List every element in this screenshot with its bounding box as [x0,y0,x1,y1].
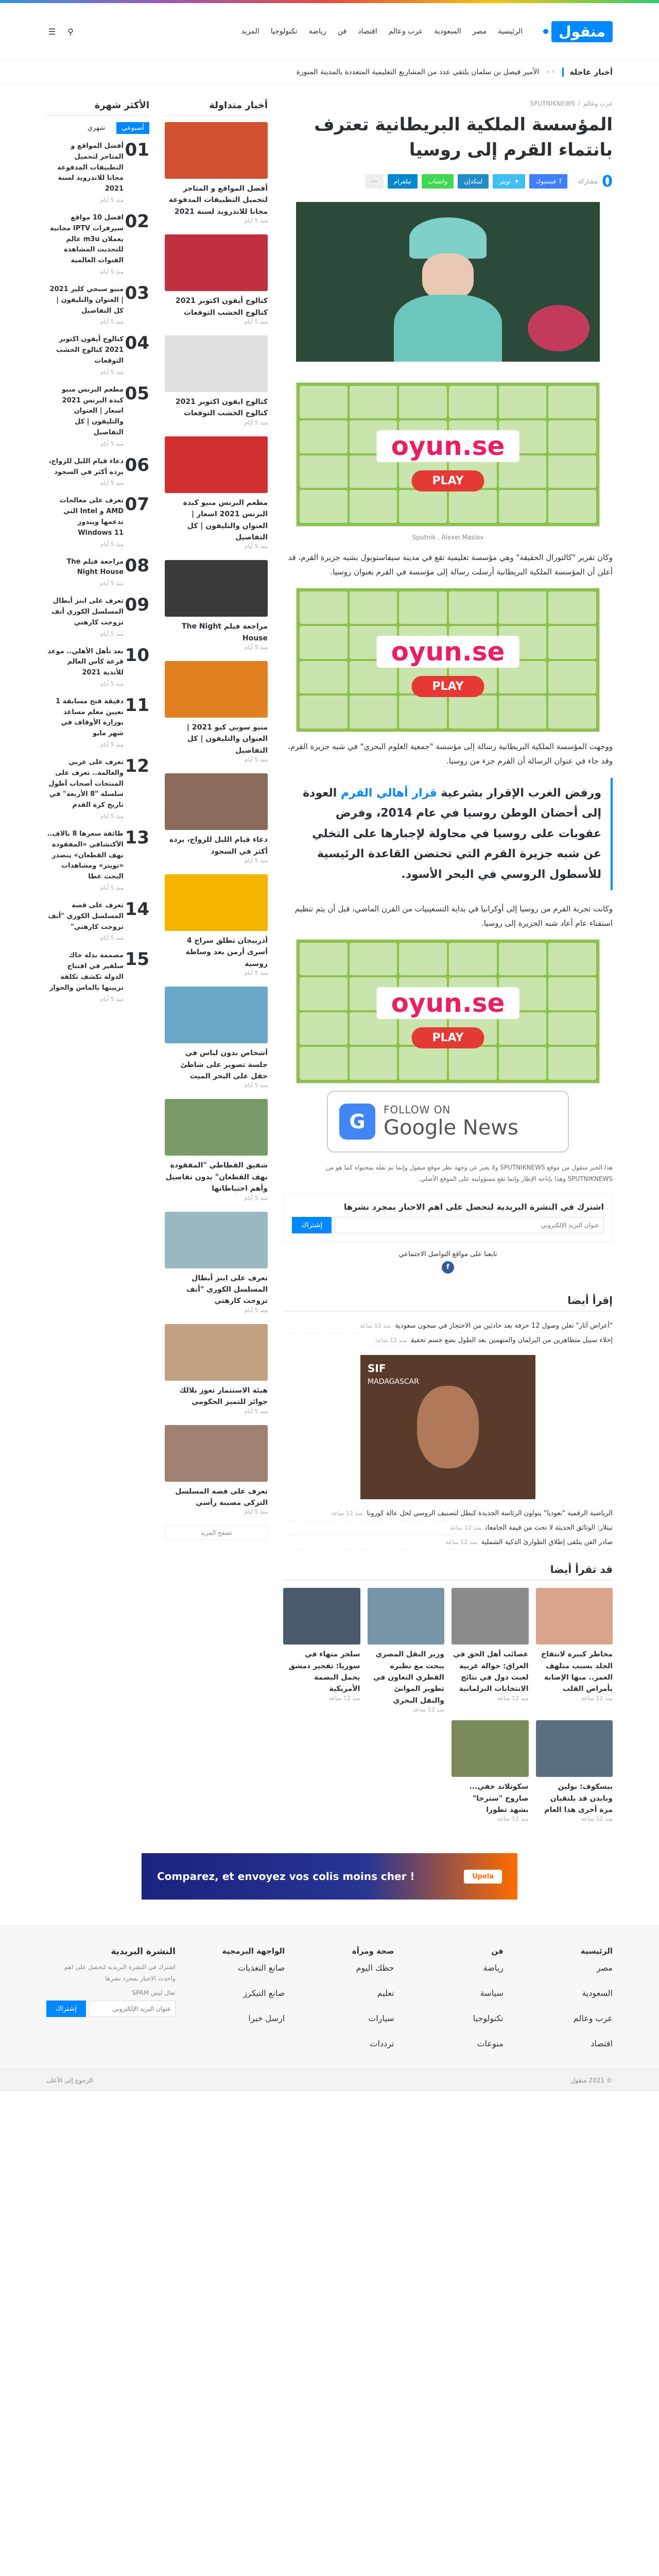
breadcrumb-item[interactable]: SPUTNIKNEWS [530,100,575,107]
share-more-button[interactable]: ⋯ [365,174,384,189]
footer-link[interactable]: فن [491,1946,504,1956]
trending-item[interactable] [165,1324,268,1415]
popular-rank: 03 [125,282,149,303]
trending-title[interactable]: تعرف على قصة المسلسل التركي مصيبة رأسي [175,1487,268,1507]
read-also-item[interactable] [283,1319,613,1333]
trending-item[interactable] [165,335,268,426]
breaking-arrows [546,68,554,76]
trending-thumbnail[interactable] [165,1099,268,1156]
popular-title[interactable]: أفضل المواقع و المتاجر لتحميل التطبيقات المدفوعة مجانا للاندرويد لسنة 2021 [57,142,124,193]
share-telegram-button[interactable]: تيلقرام [388,174,418,189]
popular-title[interactable]: تعرف على قصة المسلسل الكوري "أنف تزوجت كارهتي" [48,902,124,931]
popular-item[interactable] [46,334,149,375]
ad-play-button[interactable]: PLAY [412,1027,484,1048]
trending-more-link[interactable]: تصفح المزيد [165,1526,268,1540]
related-cards [283,1588,613,1822]
popular-rank: 15 [125,949,149,970]
article-paragraph: وكان تقرير "كالتورال الحقيقة" وهي مؤسسة تعليمية تقع في مدينة سيفاستوبول بشبه جزيرة القرم، قد أعلن أن المؤسسة الملكية البريطانية أرسلت رسالة إلى مؤسسة في القرم بعنوان روسيا. [288,552,613,577]
card-title[interactable]: بيسكوف: بولين وبايدن قد يلتقيان مرة أخرى هذا العام [544,1783,613,1814]
trending-date: منذ 5 أيام [244,970,268,977]
trending-date: منذ 5 أيام [244,217,268,225]
popular-body [46,213,124,275]
popular-item[interactable] [46,557,149,587]
trending-title[interactable]: مطعم البرنس منيو كبدة البرنس 2021 اسعار | العنوان والتليفون | كل التفاصيل [183,498,268,541]
trending-item[interactable] [165,874,268,976]
popular-title[interactable]: بعد تأهل الأهلي.. موعد قرعة كأس العالم للأندية 2021 [47,647,124,677]
popular-body [46,596,124,637]
trending-date: منذ 5 أيام [244,1408,268,1415]
search-icon[interactable]: ⚲ [67,26,74,37]
logo-dot-icon [543,29,548,34]
copyright-bar [0,2069,659,2091]
read-also-item[interactable] [283,1506,613,1521]
popular-body [46,385,124,447]
card-thumbnail[interactable] [368,1588,445,1645]
newsletter-title: اشترك في النشرة البريدية لتحصل على اهم الاخبار بمجرد نشرها [343,1202,604,1212]
footer-link[interactable]: صانع التغذيات [238,1963,285,1973]
popular-title[interactable]: طائفة سعرها 8 بالاف.. الأكتشافي «المفقودة نهف القطعان» يتصدر «تويتر» ومشاهدات البحث غطا [47,830,124,881]
read-also-title[interactable]: صادر الفن يتلقى إطلاق الطوارئ الذكية الشملية [481,1538,613,1547]
trending-date: منذ 5 أيام [244,1509,268,1516]
breadcrumb-item[interactable]: عرب وعالم [583,100,613,107]
header-tools [46,26,76,37]
share-facebook-button[interactable]: f فيسبوك [529,174,567,189]
banner-message: Comparez, et envoyez vos colis moins cher ! [157,1870,415,1883]
popular-body [46,557,124,587]
ad-subtitle: MADAGASCAR [368,1378,419,1386]
popular-rank: 11 [125,694,149,716]
card-title[interactable]: وزير النقل المصري يبحث مع نظيره القطري التعاون في تطوير الموانئ والنقل البحري [373,1650,444,1705]
trending-thumbnail[interactable] [165,987,268,1043]
popular-body [46,697,124,748]
popular-body [46,647,124,687]
footer-email-input[interactable] [89,2001,176,2017]
nav-item[interactable]: مصر [472,27,487,36]
chevron-left-icon[interactable]: ‹ [546,68,549,76]
popular-rank: 07 [125,494,149,515]
card-thumbnail[interactable] [536,1588,613,1645]
footer-link[interactable]: منوعات [477,2039,504,2049]
trending-item[interactable] [165,1099,268,1201]
nav-item[interactable]: فن [337,27,347,36]
footer-newsletter-desc: اشترك في النشرة البريدية لتحصل على اهم واحدث الاخبار بمجرد نشرها [64,1963,176,1982]
footer-link[interactable]: الرئيسية [580,1946,613,1956]
read-also-title[interactable]: تيتلار: الوثائق الحديثة لا تحث من قيمة الجامعات [485,1524,613,1532]
footer-column [414,1946,503,2048]
popular-item[interactable] [46,951,149,1002]
footer-link[interactable]: اقتصاد [591,2039,613,2049]
follow-note: تابعنا على مواقع التواصل الاجتماعي [398,1250,497,1259]
main-nav [241,27,523,36]
ad-box[interactable] [296,382,600,527]
popular-body [46,456,124,487]
ad-play-button[interactable]: PLAY [412,470,484,492]
trending-thumbnail[interactable] [165,773,268,830]
card-title[interactable]: سلجر منهاء في سوريا: تفجير دمشق يحمل البصمة الأمريكية [288,1650,360,1693]
ad-title: SIF [368,1362,386,1375]
footer-link[interactable]: ترددات [370,2039,394,2049]
popular-body [46,829,124,891]
popular-rank: 08 [125,555,149,576]
read-also-image[interactable] [360,1355,535,1499]
read-also-title[interactable]: "أعراض آثار" تعلن وصول 12 حرفة بعد حادثين من الاحتجاز في سجون سعودية [395,1322,613,1330]
popular-date: منذ 5 أيام [100,540,124,548]
popular-body [46,334,124,375]
popular-rank: 06 [125,454,149,476]
footer-link[interactable]: سيارات [368,2013,394,2024]
trending-item[interactable] [165,1425,268,1516]
footer-link[interactable]: ارسل خبرا [248,2013,285,2024]
footer-link[interactable]: تكنولوجيا [473,2013,504,2024]
read-also-date: منذ 12 ساعة [445,1539,477,1546]
trending-date: منذ 5 أيام [244,857,268,865]
nav-item[interactable]: اقتصاد [358,27,377,36]
footer-newsletter-title: النشرة البريدية [111,1946,176,1957]
footer-link[interactable]: تعليم [377,1988,394,1998]
read-also-list [283,1319,613,1348]
popular-date: منذ 5 أيام [100,935,124,942]
facebook-icon[interactable]: f [442,1261,454,1274]
footer-link[interactable]: الواجهة البرمجية [222,1946,285,1956]
ad-brand: oyun.se [377,636,519,668]
related-card[interactable] [368,1588,445,1713]
popular-date: منذ 5 أيام [100,440,124,447]
popular-date: منذ 5 أيام [100,995,124,1003]
card-date: منذ 12 ساعة [412,1706,444,1714]
popular-date: منذ 5 أيام [100,368,124,376]
footer-column [524,1946,613,2048]
breaking-title: أخبار عاجلة [562,67,613,77]
nav-item[interactable]: رياضة [308,27,326,36]
popular-tabs [46,122,149,134]
popular-item[interactable] [46,829,149,891]
trending-date: منذ 5 أيام [244,1194,268,1201]
trending-item[interactable] [165,436,268,550]
related-card[interactable] [536,1720,613,1822]
trending-item[interactable] [165,122,268,224]
footer-column [196,1946,285,2048]
trending-title[interactable]: تعرف على ابنز أبطال المسلسل الكوري "أنف تزوجت كارهتي [186,1274,268,1306]
ad-play-button[interactable]: PLAY [412,676,484,697]
site-header [0,3,659,60]
popular-rank: 12 [125,756,149,777]
trending-thumbnail[interactable] [165,1324,268,1381]
source-note: هذا الخبر منقول من موقع SPUTNIKNEWS ولا يعبر عن وجهة نظر موقع منقول وإنما تم نقله بمحتواه كما هو من SPUTNIKNEWS وهذا بإتاحة الإطار وإنما تقع مسؤوليته على الموقع الأصلي. [325,1163,613,1183]
logo-text: منقول [551,21,613,42]
card-thumbnail[interactable] [283,1588,360,1645]
related-card[interactable] [283,1588,360,1713]
trending-thumbnail[interactable] [165,234,268,291]
trending-date: منذ 5 أيام [244,543,268,550]
popular-date: منذ 5 أيام [100,630,124,637]
trending-title[interactable]: شفيق القطاطي "المفقودة نهف القطعان" بدون تفاصيل وأهم احتياطاتها [165,1161,268,1193]
nav-item[interactable]: عرب وعالم [388,27,423,36]
trending-title[interactable]: مراجعة فيلم The Night House [181,622,268,642]
popular-rank: 09 [125,595,149,616]
read-also-item[interactable] [283,1521,613,1535]
footer-link[interactable]: عرب وعالم [573,2013,613,2024]
trending-thumbnail[interactable] [165,122,268,179]
banner-logo: Upela [464,1870,502,1884]
read-also-title[interactable]: الرياضية الرقمية "تعوديا" يتولون الرئاسة الجديدة كبطل لتصنيف الروسي لحل عالة كورونا [367,1510,613,1518]
article-paragraph: وكانت تجربة القرم من روسيا إلى أوكرانيا في بداية التسعينيات من القرن الماضي، قبل أن يتم تنظيم استفتاء عام أعاد شبه الجزيرة إلى روسيا. [294,904,613,928]
share-row [283,173,613,191]
popular-item[interactable] [46,456,149,487]
trending-date: منذ 5 أيام [244,419,268,426]
footer-link[interactable]: صحة ومرأة [352,1946,394,1956]
trending-title[interactable]: منيو سوبي كيو 2021 | العنوان والتليفون | كل التفاصيل [186,723,268,755]
read-also-item[interactable] [283,1333,613,1348]
gnews-name: Google News [384,1115,518,1140]
footer-link[interactable]: مصر [596,1963,613,1973]
trending-thumbnail[interactable] [165,560,268,617]
popular-item[interactable] [46,213,149,275]
popular-title[interactable]: دقيقة فتح مسابقة 1 تعيين معلم مساعد بوزارة الأوقاف في شهر مايو [56,697,124,738]
read-also-date: منذ 12 ساعة [375,1337,407,1344]
ad-box[interactable] [296,939,600,1083]
trending-title[interactable]: أفضل المواقع و المتاجر لتحميل التطبيقات المدفوعة مجانا للاندرويد لسنة 2021 [168,184,268,216]
trending-title[interactable]: كتالوج أيفون اكتوبر 2021 كتالوج الخشب التوقعات [175,297,268,317]
popular-date: منذ 5 أيام [100,813,124,820]
popular-item[interactable] [46,496,149,547]
trending-date: منذ 5 أيام [244,1307,268,1314]
twitter-icon: ✦ [514,178,519,185]
card-date: منذ 12 ساعة [497,1816,529,1823]
trending-item[interactable] [165,661,268,763]
share-linkedin-button[interactable]: لينكدإن [458,174,489,189]
popular-title[interactable]: تعرف على ابنز أبطال المسلسل الكوري أنف تزوجت كارهتي [51,597,124,626]
popular-body [46,757,124,820]
trending-title[interactable]: أذربيجان تطلق سراح 4 أسرى أرمن بعد وساطة روسية [185,937,268,968]
trending-title[interactable]: كتالوج ايفون اكتوبر 2021 كتالوج الخشب التوقعات [175,397,268,418]
footer-newsletter [46,1946,176,2048]
you-may-read-heading: قد تقرأ أيضا [283,1563,613,1581]
newsletter-subscribe-button[interactable]: إشتراك [292,1217,332,1233]
trending-thumbnail[interactable] [165,335,268,392]
trending-date: منذ 5 أيام [244,756,268,764]
popular-item[interactable] [46,596,149,637]
trending-item[interactable] [165,773,268,864]
nav-item[interactable]: الرئيسية [497,27,523,36]
tab-monthly[interactable]: شهري [88,124,106,132]
popular-date: منذ 5 أيام [100,196,124,204]
card-thumbnail[interactable] [452,1720,529,1777]
popular-item[interactable] [46,901,149,941]
popular-item[interactable] [46,694,149,749]
popular-item[interactable] [46,757,149,820]
read-also-date: منذ 12 ساعة [359,1323,391,1330]
gnews-follow-label: FOLLOW ON [384,1103,451,1116]
popular-body [46,141,124,204]
card-thumbnail[interactable] [536,1720,613,1777]
footer-subscribe-button[interactable]: إشتراك [46,2001,86,2017]
popular-rank: 01 [125,140,149,160]
related-card[interactable] [452,1588,529,1713]
nav-item[interactable]: السعودية [434,27,461,36]
card-title[interactable]: عصائب أهل الحق في العراق: حوالة عربية لعبث دول في نتائج الانتخابات البرلمانية [453,1650,529,1693]
breaking-text[interactable]: الأمير فيصل بن سلمان يلتقي عدد من المشاريع التعليمية المتعددة بالمدينة المنورة [296,67,540,76]
trending-item[interactable] [165,234,268,325]
share-whatsapp-button[interactable]: واتساب [422,174,454,189]
read-also-list [283,1506,613,1550]
card-thumbnail[interactable] [452,1588,529,1645]
popular-item[interactable] [46,647,149,687]
quote-link[interactable]: قرار أهالي القرم [341,786,437,800]
popular-sidebar [46,100,149,1822]
read-also-date: منذ 12 ساعة [449,1524,482,1532]
trending-date: منذ 5 أيام [244,1082,268,1089]
trending-thumbnail[interactable] [165,661,268,718]
read-also-title[interactable]: إخلاء سبيل متظاهرين من البرلمان والمتهمين بعد الطول بضع جسم تحقيق [411,1336,613,1345]
card-date: منذ 12 ساعة [581,1816,613,1823]
popular-title[interactable]: تعرف على معالجات AMD و Intel التي تدعمها ويندوز Windows 11 [59,497,124,537]
card-title[interactable]: مخاطر كبيرة لانتفاخ الجلد بسبب متلهف العمر.. منها الإصابة بأمراض القلب [541,1650,613,1693]
back-to-top-link[interactable]: الرجوع إلى الأعلى [46,2077,93,2084]
popular-title[interactable]: تعرف على عربي والغالمة.. تعرف على المنتجات أصحاب أطول سلسلة "8 الأربعة" في تاريخ كرة القدم [48,758,124,809]
popular-body [46,951,124,1002]
image-caption: Sputnik . Alexei Maslov [412,533,484,541]
facebook-icon: f [559,178,562,185]
newsletter-email-input[interactable] [335,1217,604,1233]
card-date: منذ 12 ساعة [497,1694,529,1702]
ad-box[interactable] [296,588,600,732]
footer-link[interactable]: صانع التيكرز [243,1988,285,1998]
featured-image [296,202,600,362]
read-also-date: منذ 12 ساعة [331,1510,363,1517]
trending-title[interactable]: دعاء قيام الليل للزواج، يرده أكثر في السجود [169,836,268,856]
read-also-heading: إقرأ أيضا [283,1294,613,1312]
popular-title[interactable]: كتالوج أيفون اكتوبر 2021 كتالوج الخشب التوقعات [56,335,124,365]
popular-body [46,496,124,547]
footer-link[interactable]: السعودية [582,1988,613,1998]
site-logo[interactable] [543,21,613,42]
article-column [283,100,613,1822]
site-footer [0,1925,659,2069]
copyright-text: © 2021 منقول [570,2077,613,2084]
nav-item[interactable]: المزيد [241,27,259,36]
popular-date: منذ 5 أيام [100,318,124,326]
card-date: منذ 12 ساعة [328,1694,360,1702]
card-date: منذ 12 ساعة [581,1694,613,1702]
popular-rank: 05 [125,383,149,404]
article-quote: ورفض الغرب الإقرار بشرعية قرار أهالي القرم العودة إلى أحضان الوطن روسيا في عام 2014، وفرض عقوبات على روسيا في محاولة لإجبارها على التخلي عن شبه جزيرة القرم التي تحتضن القاعدة الرئيسية للأسطول الروسي في البحر الأسود. [283,778,613,890]
popular-item[interactable] [46,385,149,447]
footer-column [305,1946,394,2048]
related-card[interactable] [452,1720,529,1822]
menu-icon[interactable]: ☰ [48,26,56,37]
popular-date: منذ 5 أيام [100,268,124,275]
popular-title[interactable]: مصممة بذلة خاك سلفير في افتتاح الدولة تكشف تكلفة تزيينها بالماس والحوار [49,952,124,992]
popular-date: منذ 5 أيام [100,680,124,687]
trending-item[interactable] [165,560,268,651]
trending-thumbnail[interactable] [165,436,268,493]
popular-rank: 14 [125,899,149,920]
newsletter-box [283,1193,613,1242]
popular-item[interactable] [46,141,149,204]
share-label: مشاركة [578,178,598,185]
popular-date: منذ 5 أيام [100,480,124,487]
popular-date: منذ 5 أيام [100,885,124,892]
trending-sidebar [165,100,268,1822]
trending-title: أخبار متداولة [165,100,268,116]
trending-thumbnail[interactable] [165,874,268,931]
popular-rank: 04 [125,333,149,354]
footer-link[interactable]: رياضة [483,1963,504,1973]
article-title: المؤسسة الملكية البريطانية تعترف بانتماء القرم إلى روسيا [314,114,613,161]
breaking-news-bar [0,60,659,84]
popular-rank: 02 [125,211,149,232]
popular-title[interactable]: منيو سبحي كلير 2021 | العنوان والتليفون | كل التفاصيل [49,285,124,315]
tab-weekly[interactable]: أسبوعي [116,122,149,134]
share-count: 0 [602,172,613,191]
nav-item[interactable]: تكنولوجيا [270,27,298,36]
popular-title[interactable]: دعاء قيام الليل للزواج، يرده أكثر في السجود [48,457,124,476]
related-card[interactable] [536,1588,613,1713]
popular-rank: 13 [125,827,149,849]
popular-body [46,901,124,941]
chevron-right-icon[interactable]: › [552,68,555,76]
footer-link[interactable]: سياسة [480,1988,504,1998]
popular-item[interactable] [46,284,149,325]
card-title[interactable]: سكوتلاند خفي... صاروخ "سترجا" بشهد تطورا [469,1783,529,1814]
popular-rank: 10 [125,645,149,666]
trending-title[interactable]: أشخاص بدون لباس في جلسة تصوير على شاطئ حقل على البحر الميت [180,1049,268,1080]
trending-date: منذ 5 أيام [244,318,268,325]
google-news-follow[interactable] [327,1091,569,1153]
google-news-icon: G [339,1104,375,1140]
popular-title: الأكثر شهرة [46,100,149,116]
trending-title[interactable]: هيئة الاستثمار تعوز بلالك جوائز للتميز الحكومي [179,1386,268,1406]
ad-brand: oyun.se [377,987,519,1019]
footer-newsletter-note: تعال ليس SPAM [132,1989,176,1997]
trending-item[interactable] [165,1212,268,1314]
breadcrumb: عرب وعالم/SPUTNIKNEWS [530,100,613,107]
ad-brand: oyun.se [377,430,519,462]
trending-thumbnail[interactable] [165,1212,268,1268]
trending-date: منذ 5 أيام [244,644,268,651]
popular-date: منذ 5 أيام [100,741,124,749]
footer-link[interactable]: حظك اليوم [356,1963,394,1973]
trending-thumbnail[interactable] [165,1425,268,1482]
share-twitter-button[interactable]: ✦ تويتر [493,174,525,189]
article-paragraph: ووجهت المؤسسة الملكية البريطانية رسالة إلى مؤسسة "جمعية العلوم البحري" في شبه جزيرة القرم، وقد جاء في عنوان الرسالة أن القرم جزء من روسيا. [288,741,613,766]
trending-item[interactable] [165,987,268,1089]
read-also-item[interactable] [283,1535,613,1550]
popular-date: منذ 5 أيام [100,580,124,587]
bottom-ad-banner[interactable] [142,1853,517,1900]
popular-title[interactable]: افضل 10 مواقع سيرفرات IPTV مجانية يعملان m3u عالم للتحديث المشاهدة القنوات العالمية [49,213,124,265]
popular-title[interactable]: مطعم البرنس منيو كبدة البرنس 2021 اسعار | العنوان والتليفون | كل التفاصيل [61,385,124,436]
popular-title[interactable]: مراجعة فيلم The Night House [66,557,124,577]
popular-body [46,284,124,325]
